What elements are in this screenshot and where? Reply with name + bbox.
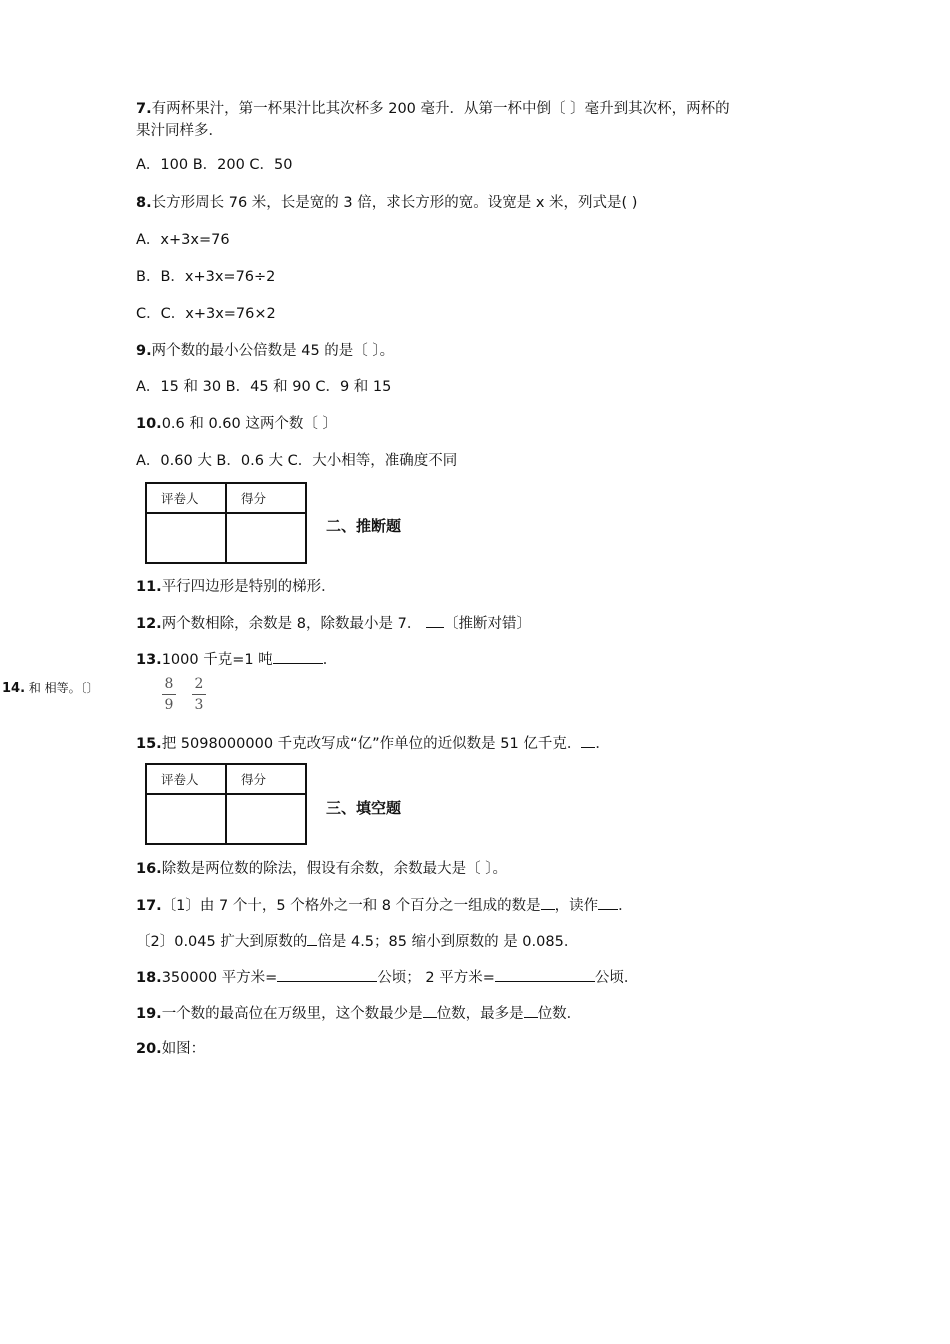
question-text: 一个数的最高位在万级里，这个数最少是: [161, 1006, 423, 1022]
question-16: [136, 859, 507, 879]
question-text: 350000 平方米=: [161, 970, 278, 986]
question-number: 10.: [136, 416, 162, 432]
question-10-options: A．0.60 大 B．0.6 大 C．大小相等，准确度不同: [136, 453, 458, 469]
question-text-end: ．: [618, 898, 633, 914]
question-17: [136, 895, 633, 916]
question-number: 7.: [136, 101, 152, 117]
question-number: 8.: [136, 195, 152, 211]
question-7: [136, 99, 730, 119]
question-text-end: 位数．: [537, 1006, 582, 1022]
question-number: 18.: [136, 970, 162, 986]
score-cell: [226, 794, 306, 844]
question-text-end: 〔推断对错〕: [443, 616, 531, 632]
answer-blank: [423, 1003, 437, 1018]
question-11: [136, 577, 336, 597]
question-text: 〔2〕0.045 扩大到原数的: [136, 934, 308, 950]
question-text: 平行四边形是特别的梯形．: [161, 579, 336, 595]
question-18: [136, 967, 638, 988]
answer-blank: [524, 1003, 538, 1018]
question-text: 0.6 和 0.60 这两个数〔 〕: [161, 416, 337, 432]
question-text-mid: 公顷； 2 平方米=: [377, 970, 495, 986]
grader-header: 评卷人: [146, 764, 226, 794]
answer-blank: [598, 895, 618, 910]
question-7-options: A．100 B．200 C．50: [136, 157, 293, 173]
score-header: 得分: [226, 483, 306, 513]
question-text-end: 倍是 4.5；85 缩小到原数的 是 0.085．: [317, 934, 579, 950]
answer-blank: [277, 967, 377, 982]
question-number: 12.: [136, 616, 162, 632]
fraction-denominator: 3: [194, 697, 204, 713]
option-a: A．x+3x=76: [136, 232, 230, 248]
question-number: 17.: [136, 898, 162, 914]
option-b: B．B．x+3x=76÷2: [136, 269, 276, 285]
question-number: 20.: [136, 1041, 162, 1057]
question-text: 把 5098000000 千克改写成“亿”作单位的近似数是 51 亿千克．: [161, 736, 582, 752]
question-text-end: ．: [595, 736, 610, 752]
question-text: 除数是两位数的除法，假设有余数，余数最大是〔 〕。: [161, 861, 508, 877]
question-text: 长方形周长 76 米，长是宽的 3 倍，求长方形的宽。设宽是 x 米，列式是( ): [151, 195, 638, 211]
grade-table: [145, 763, 307, 845]
fraction-bar: [192, 694, 206, 695]
fraction-denominator: 9: [164, 697, 174, 713]
question-text: 有两杯果汁，第一杯果汁比其次杯多 200 毫升．从第一杯中倒〔 〕毫升到其次杯，两杯的: [151, 101, 730, 117]
fraction-numerator: 8: [164, 676, 174, 692]
question-13: [136, 649, 337, 670]
question-10: [136, 414, 337, 434]
grader-cell: [146, 794, 226, 844]
question-text-end: ．: [322, 652, 338, 668]
option-c: C．C．x+3x=76×2: [136, 306, 276, 322]
question-text: 两个数的最小公倍数是 45 的是〔 〕。: [151, 343, 395, 359]
question-17-part2: [136, 931, 578, 952]
question-14: [2, 679, 99, 696]
answer-blank: [307, 931, 317, 946]
question-text-mid: ，读作: [554, 898, 599, 914]
fraction-8-9: [162, 676, 176, 713]
question-number: 14.: [2, 681, 26, 696]
question-text-mid: 位数，最多是: [436, 1006, 524, 1022]
question-number: 15.: [136, 736, 162, 752]
answer-blank: [581, 733, 595, 748]
fraction-numerator: 2: [194, 676, 204, 692]
question-8: [136, 193, 637, 213]
question-text-end: 公顷．: [594, 970, 639, 986]
question-7-line2: 果汁同样多．: [136, 123, 223, 139]
question-number: 16.: [136, 861, 162, 877]
answer-blank: [426, 613, 444, 628]
question-number: 13.: [136, 652, 162, 668]
answer-blank: [273, 649, 323, 664]
score-header: 得分: [226, 764, 306, 794]
question-number: 19.: [136, 1006, 162, 1022]
grader-cell: [146, 513, 226, 563]
question-number: 11.: [136, 579, 162, 595]
question-text: 两个数相除，余数是 8，除数最小是 7．: [161, 616, 422, 632]
question-9: [136, 341, 394, 361]
fraction-bar: [162, 694, 176, 695]
fraction-2-3: [192, 676, 206, 713]
question-9-options: A．15 和 30 B．45 和 90 C．9 和 15: [136, 379, 392, 395]
section-title: 二、推断题: [326, 517, 402, 535]
score-cell: [226, 513, 306, 563]
question-12: [136, 613, 531, 634]
question-number: 9.: [136, 343, 152, 359]
question-19: [136, 1003, 581, 1024]
question-text: 1000 千克=1 吨: [161, 652, 273, 668]
question-text: 〔1〕由 7 个十，5 个格外之一和 8 个百分之一组成的数是: [161, 898, 541, 914]
question-text: 和 相等。〔〕: [28, 681, 99, 695]
answer-blank: [495, 967, 595, 982]
question-15: [136, 733, 610, 754]
section-title: 三、填空题: [326, 799, 402, 817]
grade-table: [145, 482, 307, 564]
grader-header: 评卷人: [146, 483, 226, 513]
answer-blank: [541, 895, 555, 910]
question-20: [136, 1039, 205, 1059]
question-text: 如图：: [161, 1041, 206, 1057]
